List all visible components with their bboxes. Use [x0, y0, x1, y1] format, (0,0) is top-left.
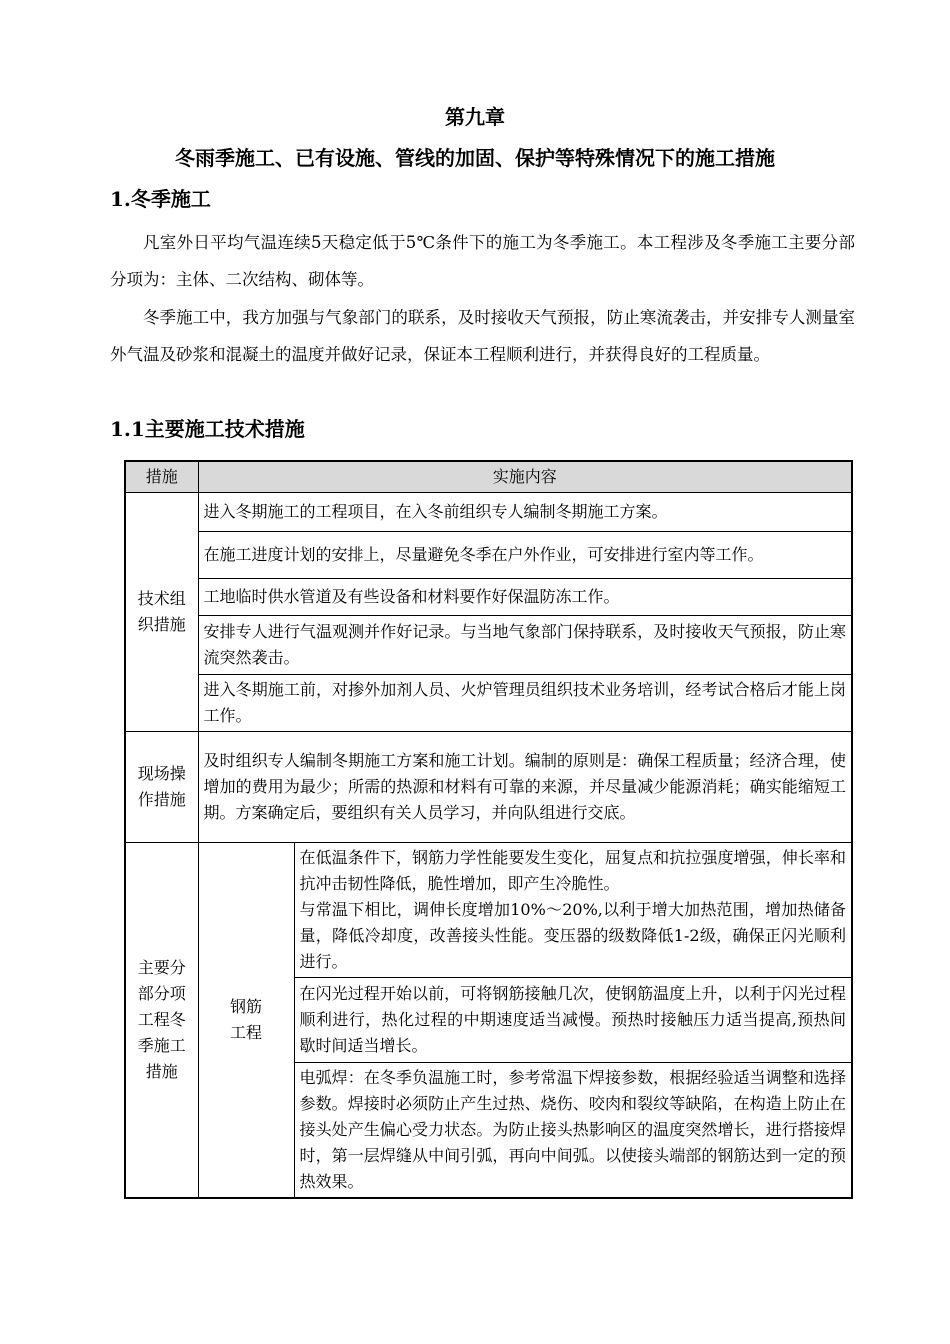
table-row: [125, 843, 852, 978]
table-row: [125, 732, 852, 843]
table-row: [125, 579, 852, 616]
paragraph-intro: 凡室外日平均气温连续5天稳定低于5℃条件下的施工为冬季施工。本工程涉及冬季施工主要分部分项为：主体、二次结构、砌体等。: [110, 233, 855, 289]
chapter-title: 冬雨季施工、已有设施、管线的加固、保护等特殊情况下的施工措施: [175, 146, 775, 170]
table-row: [125, 532, 852, 579]
table-cell: 在施工进度计划的安排上，尽量避免冬季在户外作业，可安排进行室内等工作。: [198, 532, 852, 579]
header-content: 实施内容: [198, 461, 852, 493]
paragraph-measures: 冬季施工中，我方加强与气象部门的联系，及时接收天气预报，防止寒流袭击，并安排专人测量室外气温及砂浆和混凝土的温度并做好记录，保证本工程顺利进行，并获得良好的工程质量。: [110, 308, 855, 364]
table-cell: 安排专人进行气温观测并作好记录。与当地气象部门保持联系，及时接收天气预报，防止寒流突然袭击。: [198, 616, 852, 675]
table-cell: 电弧焊：在冬季负温施工时，参考常温下焊接参数，根据经验适当调整和选择参数。焊接时必须防止产生过热、烧伤、咬肉和裂纹等缺陷，在构造上防止在接头处产生偏心受力状态。为防止接头热影响区的温度突然增长，进行搭接焊时，第一层焊缝从中间引弧，再向中间弧。以使接头端部的钢筋达到一定的预热效果。: [294, 1063, 852, 1199]
section-heading-winter: 1.冬季施工: [110, 187, 211, 211]
subcategory-rebar: 钢筋 工程: [198, 843, 294, 1199]
section-heading-tech-measures: 1.1主要施工技术措施: [110, 417, 305, 441]
table-cell: 在低温条件下，钢筋力学性能要发生变化，屈复点和抗拉强度增强，伸长率和抗冲击韧性降低，脆性增加，即产生冷脆性。 与常温下相比，调伸长度增加10%～20%,以利于增大加热范围，增加热储备量，降低冷却度，改善接头性能。变压器的级数降低1-2级，确保正闪光顺利进行。: [294, 843, 852, 978]
category-main-sub: 主要分 部分项 工程冬 季施工 措施: [125, 843, 198, 1199]
chapter-number: 第九章: [445, 105, 505, 129]
table-row: [125, 616, 852, 675]
category-tech-org: 技术组 织措施: [125, 493, 198, 732]
table-row: [125, 493, 852, 532]
header-measure: 措施: [125, 461, 198, 493]
category-site-ops: 现场操 作措施: [125, 732, 198, 843]
table-cell: 在闪光过程开始以前，可将钢筋接触几次，使钢筋温度上升，以利于闪光过程顺利进行，热化过程的中期速度适当减慢。预热时接触压力适当提高,预热间歇时间适当增长。: [294, 978, 852, 1063]
table-row: [125, 675, 852, 732]
table-cell: 进入冬期施工前，对掺外加剂人员、火炉管理员组织技术业务培训，经考试合格后才能上岗工作。: [198, 675, 852, 732]
table-cell: 进入冬期施工的工程项目，在入冬前组织专人编制冬期施工方案。: [198, 493, 852, 532]
table-cell: 及时组织专人编制冬期施工方案和施工计划。编制的原则是：确保工程质量；经济合理，使增加的费用为最少；所需的热源和材料有可靠的来源，并尽量减少能源消耗；确实能缩短工期。方案确定后，要组织有关人员学习，并向队组进行交底。: [198, 732, 852, 843]
table-cell: 工地临时供水管道及有些设备和材料要作好保温防冻工作。: [198, 579, 852, 616]
measures-table: [124, 460, 853, 1199]
table-header-row: [125, 461, 852, 493]
